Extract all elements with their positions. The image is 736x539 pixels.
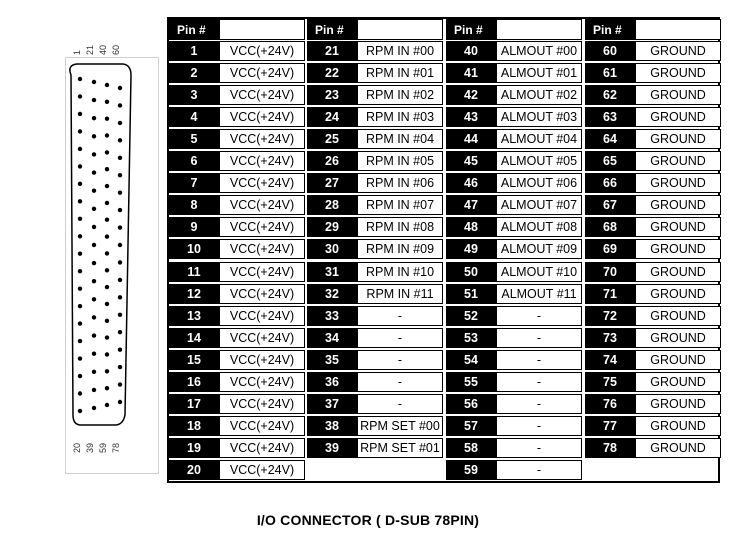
pin-number: 48 [446,217,496,237]
connector-pin-dot [78,164,82,168]
page-caption: I/O CONNECTOR ( D-SUB 78PIN) [256,512,480,528]
connector-pin-dot [78,199,82,203]
connector-pin-dot [105,100,109,104]
pin-signal: ALMOUT #08 [496,217,582,237]
pin-number: 16 [169,372,219,392]
pin-signal: RPM IN #00 [357,41,443,61]
pin-number: 34 [307,328,357,348]
pin-header: Pin # [169,19,219,40]
pin-signal: VCC(+24V) [219,262,305,282]
pin-signal: ALMOUT #11 [496,284,582,304]
pin-number: 46 [446,173,496,193]
pin-number: 51 [446,284,496,304]
pin-number: 3 [169,85,219,105]
connector-pin-dot [105,369,109,373]
connector-panel [19,17,169,483]
pin-signal: VCC(+24V) [219,239,305,259]
connector-pin-dot [92,352,96,356]
pin-signal: RPM IN #05 [357,151,443,171]
pin-number: 57 [446,416,496,436]
connector-pin-dot [118,156,122,160]
pin-number: 54 [446,350,496,370]
pin-header: Pin # [307,19,357,40]
connector-pin-dot [78,287,82,291]
pin-number: 72 [585,306,635,326]
connector-pin-dot [105,302,109,306]
pin-signal: GROUND [635,306,721,326]
pin-number: 77 [585,416,635,436]
pin-signal: GROUND [635,41,721,61]
pin-number: 9 [169,217,219,237]
pin-header: Pin # [585,19,635,40]
connector-pin-dot [92,333,96,337]
pin-header: Pin # [446,19,496,40]
pin-signal: ALMOUT #04 [496,129,582,149]
pin-signal: VCC(+24V) [219,350,305,370]
pin-signal: ALMOUT #06 [496,173,582,193]
pin-signal: GROUND [635,239,721,259]
pin-number: 61 [585,63,635,83]
pin-signal: ALMOUT #05 [496,151,582,171]
pin-signal: GROUND [635,151,721,171]
connector-pins [78,77,122,413]
pin-number: 4 [169,107,219,127]
pin-signal: VCC(+24V) [219,416,305,436]
connector-bottom-label-20: 20 [72,442,82,453]
connector-bottom-label-78: 78 [111,442,121,453]
pin-number: 71 [585,284,635,304]
pin-number: 27 [307,173,357,193]
connector-pin-dot [118,260,122,264]
connector-pin-dot [118,365,122,369]
pin-number: 23 [307,85,357,105]
pin-signal: RPM IN #08 [357,217,443,237]
pin-signal: VCC(+24V) [219,85,305,105]
connector-pin-dot [92,406,96,410]
connector-top-label-40: 40 [98,44,108,55]
pin-signal: - [496,394,582,414]
pin-signal: VCC(+24V) [219,460,305,480]
connector-pin-dot [92,134,96,138]
connector-pin-dot [118,103,122,107]
pin-number: 59 [446,460,496,480]
pin-number: 55 [446,372,496,392]
pin-number: 5 [169,129,219,149]
pin-number: 73 [585,328,635,348]
pin-signal: VCC(+24V) [219,306,305,326]
connector-pin-dot [105,386,109,390]
pin-signal: GROUND [635,173,721,193]
pin-signal: VCC(+24V) [219,284,305,304]
pin-signal: ALMOUT #01 [496,63,582,83]
pin-signal: RPM IN #01 [357,63,443,83]
pin-number: 78 [585,438,635,458]
pin-number: 17 [169,394,219,414]
pin-signal: GROUND [635,107,721,127]
connector-pin-dot [105,403,109,407]
pin-number: 40 [446,41,496,61]
connector-top-label-1: 1 [72,49,82,55]
pin-signal: VCC(+24V) [219,129,305,149]
connector-pin-dot [78,409,82,413]
pin-signal: VCC(+24V) [219,107,305,127]
pin-signal: RPM IN #09 [357,239,443,259]
pin-signal: VCC(+24V) [219,63,305,83]
pin-signal: GROUND [635,63,721,83]
connector-pin-dot [118,225,122,229]
connector-pin-dot [78,147,82,151]
pin-number: 18 [169,416,219,436]
pin-signal: ALMOUT #02 [496,85,582,105]
connector-pin-dot [105,150,109,154]
connector-bottom-label-59: 59 [98,442,108,453]
pin-number: 30 [307,239,357,259]
pin-signal: GROUND [635,262,721,282]
pin-number: 12 [169,284,219,304]
connector-pin-dot [78,269,82,273]
pin-number: 44 [446,129,496,149]
pin-number: 15 [169,350,219,370]
pin-number: 76 [585,394,635,414]
pin-number: 29 [307,217,357,237]
connector-pin-dot [78,182,82,186]
pin-signal: - [357,328,443,348]
pin-number: 69 [585,239,635,259]
connector-pin-dot [92,207,96,211]
pin-number: 56 [446,394,496,414]
pin-signal: RPM IN #10 [357,262,443,282]
pin-number: 20 [169,460,219,480]
pin-number: 65 [585,151,635,171]
pin-number: 11 [169,262,219,282]
pin-signal: - [496,438,582,458]
pin-signal: - [496,306,582,326]
pin-signal: VCC(+24V) [219,195,305,215]
connector-pin-dot [92,189,96,193]
connector-pin-dot [78,339,82,343]
connector-pin-dot [92,116,96,120]
connector-pin-dot [92,98,96,102]
pin-signal: RPM SET #01 [357,438,443,458]
pin-number: 41 [446,63,496,83]
pin-signal: - [357,372,443,392]
pin-signal: - [357,306,443,326]
connector-pin-dot [118,208,122,212]
connector-pin-dot [78,217,82,221]
pin-signal: VCC(+24V) [219,41,305,61]
pin-number: 60 [585,41,635,61]
pin-number: 24 [307,107,357,127]
connector-pin-dot [92,170,96,174]
pin-number: 2 [169,63,219,83]
pin-signal: ALMOUT #10 [496,262,582,282]
pin-signal: VCC(+24V) [219,438,305,458]
connector-pin-dot [118,400,122,404]
pin-number: 68 [585,217,635,237]
connector-pin-dot [78,356,82,360]
pin-number: 28 [307,195,357,215]
connector-pin-dot [92,315,96,319]
pin-number: 8 [169,195,219,215]
pin-signal: GROUND [635,129,721,149]
connector-pin-dot [92,261,96,265]
pin-signal: GROUND [635,284,721,304]
pin-signal: GROUND [635,328,721,348]
pin-number: 70 [585,262,635,282]
connector-pin-dot [118,86,122,90]
pin-number: 32 [307,284,357,304]
signal-header [357,19,443,40]
connector-pin-dot [92,152,96,156]
connector-pin-dot [92,297,96,301]
dsub-connector-diagram [19,17,169,483]
pin-signal: VCC(+24V) [219,394,305,414]
pin-signal: - [496,350,582,370]
pin-signal: GROUND [635,416,721,436]
connector-pin-dot [105,117,109,121]
connector-pin-dot [105,201,109,205]
pin-signal: RPM IN #06 [357,173,443,193]
pin-number: 74 [585,350,635,370]
connector-pin-dot [118,330,122,334]
pin-signal: GROUND [635,372,721,392]
connector-pin-dot [78,391,82,395]
connector-pin-dot [118,243,122,247]
pin-signal: GROUND [635,394,721,414]
pin-number: 38 [307,416,357,436]
pin-signal: - [496,328,582,348]
connector-pin-dot [118,295,122,299]
pin-number: 33 [307,306,357,326]
connector-pin-dot [78,112,82,116]
pin-signal: RPM IN #07 [357,195,443,215]
pin-signal: GROUND [635,350,721,370]
connector-pin-dot [105,285,109,289]
pin-signal: - [496,460,582,480]
connector-pin-dot [118,138,122,142]
pin-number: 14 [169,328,219,348]
connector-pin-dot [118,382,122,386]
pin-signal: RPM IN #03 [357,107,443,127]
pin-signal: - [357,394,443,414]
pin-number: 35 [307,350,357,370]
pin-number: 47 [446,195,496,215]
pin-signal: - [357,350,443,370]
connector-pin-dot [105,218,109,222]
pin-signal: VCC(+24V) [219,328,305,348]
pin-signal: VCC(+24V) [219,173,305,193]
pin-signal: ALMOUT #09 [496,239,582,259]
connector-pin-dot [78,374,82,378]
pin-signal: - [496,416,582,436]
connector-pin-dot [105,268,109,272]
pin-number: 53 [446,328,496,348]
connector-pin-dot [105,251,109,255]
connector-pin-dot [105,184,109,188]
pin-number: 58 [446,438,496,458]
connector-top-label-21: 21 [85,44,95,55]
pin-number: 62 [585,85,635,105]
pin-signal: GROUND [635,195,721,215]
connector-pin-dot [92,225,96,229]
pin-number: 13 [169,306,219,326]
pin-signal: ALMOUT #07 [496,195,582,215]
connector-top-label-60: 60 [111,44,121,55]
pin-number: 19 [169,438,219,458]
pin-signal: GROUND [635,438,721,458]
pin-number: 6 [169,151,219,171]
connector-pin-dot [92,80,96,84]
connector-pin-dot [105,352,109,356]
connector-pin-dot [78,129,82,133]
pin-signal: VCC(+24V) [219,372,305,392]
pin-number: 36 [307,372,357,392]
pin-signal: RPM SET #00 [357,416,443,436]
connector-bottom-label-39: 39 [85,442,95,453]
pin-number: 66 [585,173,635,193]
pin-number: 42 [446,85,496,105]
pin-signal: ALMOUT #00 [496,41,582,61]
pin-signal: GROUND [635,85,721,105]
signal-header [219,19,305,40]
pin-number: 22 [307,63,357,83]
connector-pin-dot [118,348,122,352]
connector-pin-dot [92,243,96,247]
connector-pin-dot [118,173,122,177]
pin-number: 50 [446,262,496,282]
pin-number: 45 [446,151,496,171]
pin-signal: ALMOUT #03 [496,107,582,127]
pin-signal: RPM IN #02 [357,85,443,105]
connector-pin-dot [78,94,82,98]
connector-pin-dot [78,321,82,325]
connector-pin-dot [92,370,96,374]
connector-pin-dot [78,77,82,81]
connector-pin-dot [118,121,122,125]
connector-pin-dot [92,279,96,283]
pin-number: 10 [169,239,219,259]
pin-number: 52 [446,306,496,326]
connector-pin-dot [78,304,82,308]
connector-pin-dot [105,83,109,87]
connector-pin-dot [118,278,122,282]
connector-pin-dot [118,313,122,317]
pin-number: 1 [169,41,219,61]
connector-pin-dot [105,133,109,137]
pin-signal: GROUND [635,217,721,237]
pin-signal: VCC(+24V) [219,151,305,171]
pin-number: 26 [307,151,357,171]
pin-number: 67 [585,195,635,215]
pin-number: 7 [169,173,219,193]
pin-signal: VCC(+24V) [219,217,305,237]
pin-number: 75 [585,372,635,392]
connector-pin-dot [105,319,109,323]
pin-number: 21 [307,41,357,61]
pin-number: 64 [585,129,635,149]
connector-pin-dot [78,234,82,238]
pin-number: 37 [307,394,357,414]
connector-pin-dot [105,167,109,171]
pin-signal: - [496,372,582,392]
connector-pin-dot [92,388,96,392]
pin-number: 25 [307,129,357,149]
pin-number: 31 [307,262,357,282]
pin-number: 63 [585,107,635,127]
connector-pin-dot [78,252,82,256]
signal-header [635,19,721,40]
signal-header [496,19,582,40]
pin-number: 49 [446,239,496,259]
pin-number: 43 [446,107,496,127]
pin-number: 39 [307,438,357,458]
connector-pin-dot [105,335,109,339]
pin-signal: RPM IN #11 [357,284,443,304]
connector-pin-dot [118,191,122,195]
connector-pin-dot [105,234,109,238]
pin-signal: RPM IN #04 [357,129,443,149]
